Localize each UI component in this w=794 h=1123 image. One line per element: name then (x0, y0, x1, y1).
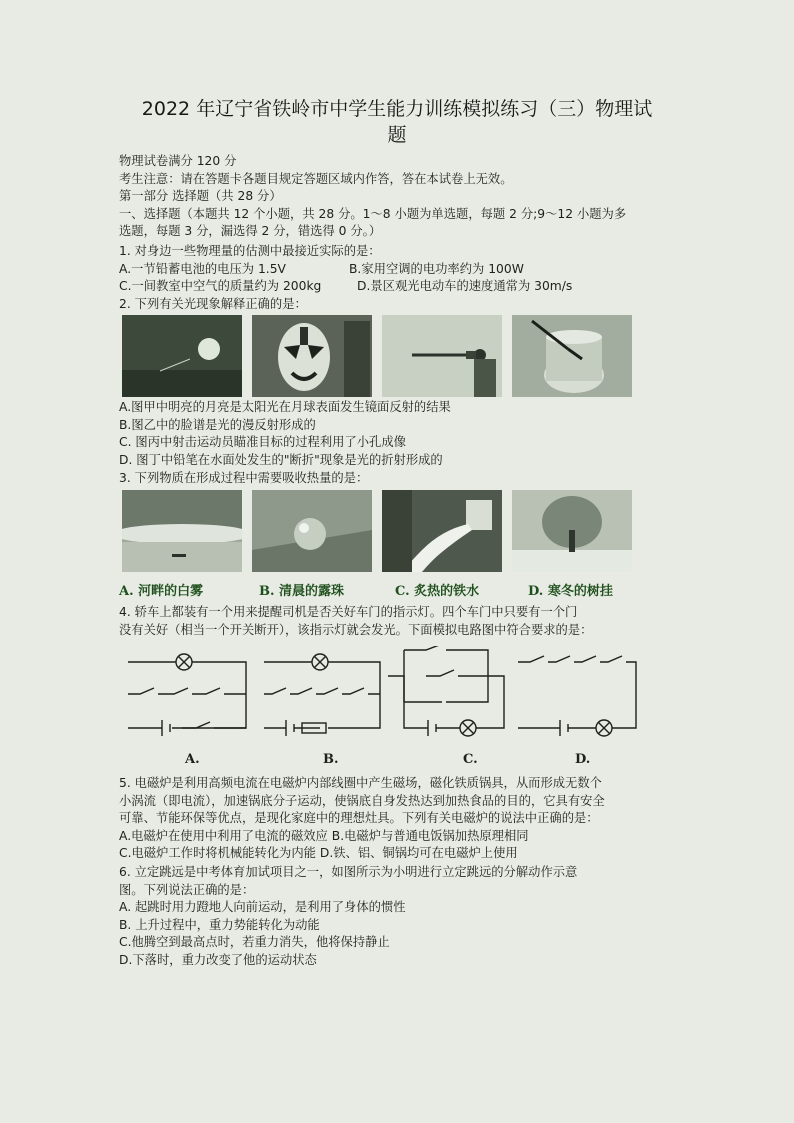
q2-option-c: C. 图丙中射击运动员瞄准目标的过程利用了小孔成像 (119, 435, 406, 450)
q2-option-b: B.图乙中的脸谱是光的漫反射形成的 (119, 417, 316, 432)
q2-option-a: A.图甲中明亮的月亮是太阳光在月球表面发生镜面反射的结果 (119, 400, 451, 414)
q3-stem: 3. 下列物质在形成过程中需要吸收热量的是： (119, 471, 369, 485)
q6-option-d: D.下落时，重力改变了他的运动状态 (119, 952, 317, 967)
shooter-photo (382, 315, 502, 397)
rime-tree-photo (512, 490, 632, 572)
title-line-1: 2022 年辽宁省铁岭市中学生能力训练模拟练习（三）物理试 (141, 98, 653, 120)
q6-line: 图。下列说法正确的是： (119, 882, 255, 897)
q2-stem: 2. 下列有关光现象解释正确的是： (119, 297, 307, 311)
q5-line: C.电磁炉工作时将机械能转化为内能 D.铁、铝、铜锅均可在电磁炉上使用 (119, 846, 518, 861)
circuit-label-b: B. (323, 752, 339, 767)
circuit-label-d: D. (575, 752, 591, 767)
molten-iron-photo (382, 490, 502, 572)
header-line: 物理试卷满分 120 分 (119, 154, 237, 168)
q1-option-b: B.家用空调的电功率约为 100W (349, 261, 524, 276)
header-line: 选题，每题 3 分，漏选得 2 分，错选得 0 分。） (119, 224, 382, 239)
circuit-a (128, 654, 246, 736)
question-1 (119, 243, 679, 297)
q5-line: 可靠、节能环保等优点，是现化家庭中的理想灶具。下列有关电磁炉的说法中正确的是： (119, 811, 599, 826)
pencil-in-water-photo (512, 315, 632, 397)
header-line: 第一部分 选择题（共 28 分） (119, 189, 282, 204)
fog-photo (122, 490, 242, 572)
q3-captions (119, 580, 679, 600)
q6-option-a: A. 起跳时用力蹬地人向前运动，是利用了身体的惯性 (119, 900, 406, 915)
dewdrop-photo (252, 490, 372, 572)
q3-caption-c: C. 炙热的铁水 (395, 584, 480, 599)
q5-line: A.电磁炉在使用中利用了电流的磁效应 B.电磁炉与普通电饭锅加热原理相同 (119, 828, 529, 843)
exam-title (110, 96, 684, 148)
q6-option-c: C.他腾空到最高点时，若重力消失，他将保持静止 (119, 935, 390, 950)
circuit-d (518, 656, 636, 736)
q4-line-2: 没有关好（相当一个开关断开），该指示灯就会发光。下面模拟电路图中符合要求的是： (119, 622, 593, 637)
q6-option-b: B. 上升过程中，重力势能转化为动能 (119, 917, 320, 932)
exam-header (119, 153, 679, 241)
question-4 (119, 604, 679, 639)
q2-option-d: D. 图丁中铅笔在水面处发生的"断折"现象是光的折射形成的 (119, 452, 443, 467)
q5-line: 5. 电磁炉是利用高频电流在电磁炉内部线圈中产生磁场，磁化铁质锅具，从而形成无数个 (119, 776, 602, 790)
q4-line-1: 4. 轿车上都装有一个用来提醒司机是否关好车门的指示灯。四个车门中只要有一个门 (119, 605, 578, 619)
q1-option-a: A.一节铅蓄电池的电压为 1.5V (119, 261, 286, 276)
q3-caption-d: D. 寒冬的树挂 (528, 584, 613, 599)
q1-stem: 1. 对身边一些物理量的估测中最接近实际的是： (119, 244, 381, 258)
q5-line: 小涡流（即电流），加速锅底分子运动，使锅底自身发热达到加热食品的目的，它具有安全 (119, 793, 605, 808)
question-2-options (119, 399, 679, 469)
facial-mask-photo (252, 315, 372, 397)
q1-option-d: D.景区观光电动车的速度通常为 30m/s (357, 279, 573, 294)
q3-caption-b: B. 清晨的露珠 (259, 584, 345, 599)
q1-option-c: C.一间教室中空气的质量约为 200kg (119, 279, 322, 294)
header-line: 一、选择题（本题共 12 个小题，共 28 分。1～8 小题为单选题，每题 2 分;9～12 小题为多 (119, 206, 627, 221)
header-line: 考生注意：请在答题卡各题目规定答题区域内作答，答在本试卷上无效。 (119, 171, 513, 186)
q2-photo-row (122, 315, 634, 399)
circuit-c (388, 646, 504, 736)
question-5 (119, 775, 679, 863)
q6-line: 6. 立定跳远是中考体育加试项目之一，如图所示为小明进行立定跳远的分解动作示意 (119, 865, 578, 879)
q3-photo-row (122, 490, 634, 574)
circuit-label-a: A. (185, 752, 200, 767)
title-line-2: 题 (387, 124, 407, 146)
moon-photo (122, 315, 242, 397)
q3-caption-a: A. 河畔的白雾 (119, 584, 204, 599)
circuit-label-c: C. (463, 752, 478, 767)
circuit-b (264, 654, 380, 736)
question-6 (119, 864, 679, 970)
q4-circuit-diagrams (122, 646, 652, 771)
